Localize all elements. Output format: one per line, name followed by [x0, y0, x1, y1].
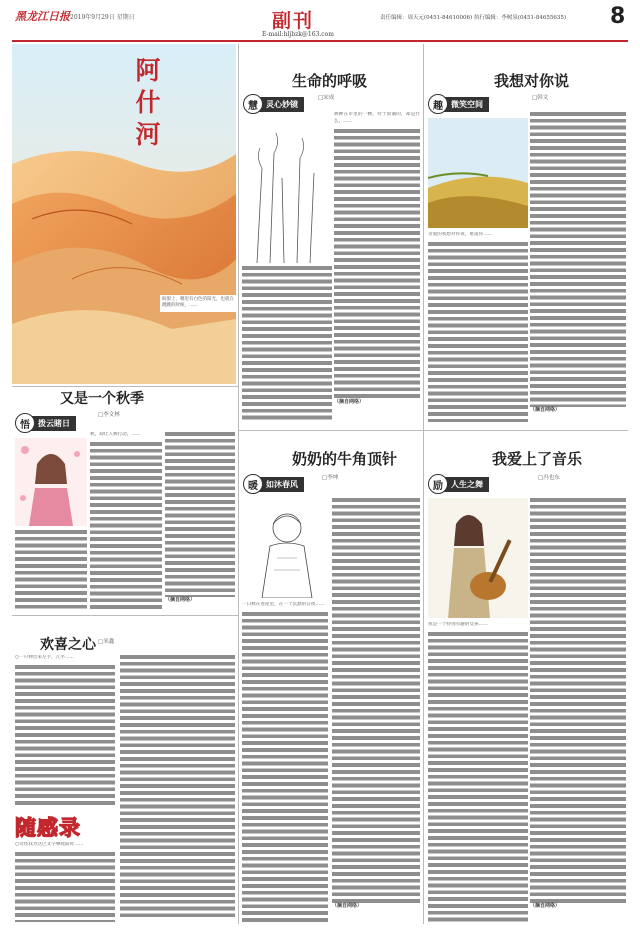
article-first-line: ○一只伸出来左手，几乎…… — [15, 655, 75, 660]
reed-drawing — [242, 118, 332, 263]
girl-drawing — [15, 438, 87, 526]
column-badge — [428, 474, 489, 494]
badge-label: 如沐春风 — [258, 477, 304, 492]
fields-drawing — [428, 118, 528, 228]
article-author: □冯也东 — [538, 475, 560, 481]
section-divider — [238, 430, 628, 431]
hero-caption — [160, 295, 238, 312]
article-body — [15, 530, 87, 610]
column-badge — [243, 474, 304, 494]
column-badge — [243, 94, 304, 114]
hero-title-char: 什 — [135, 88, 161, 117]
column-badge — [15, 413, 76, 433]
article-source: （摘自网络） — [530, 407, 561, 413]
desert-illustration — [12, 44, 236, 384]
article-body — [530, 498, 626, 922]
woman-drawing — [242, 498, 332, 598]
article-title: 我想对你说 — [494, 72, 570, 90]
badge-label: 灵心妙镜 — [258, 97, 304, 112]
text-lines — [15, 665, 115, 805]
girl-illustration — [15, 438, 87, 526]
fields-illustration — [428, 118, 528, 228]
woman-illustration — [242, 498, 332, 598]
editor-info: 责任编辑：周天元(0451-84610006) 执行编辑：李树泉(0451-84655635) — [380, 15, 567, 21]
hero-title-char: 河 — [135, 120, 161, 149]
article-title: 又是一个秋季 — [60, 391, 144, 407]
sidebar-title: 随感录 — [15, 816, 81, 840]
masthead: 黑龙江日报 — [15, 10, 70, 23]
guitar-drawing — [428, 498, 528, 618]
article-body — [334, 112, 420, 422]
article-author: □李坤 — [322, 475, 339, 481]
article-title: 我爱上了音乐 — [492, 450, 583, 468]
text-lines — [15, 852, 115, 922]
text-lines — [165, 432, 235, 597]
column-divider — [423, 44, 424, 924]
text-lines — [428, 632, 528, 922]
text-lines — [242, 266, 332, 421]
page-number: 8 — [610, 4, 626, 29]
article-author: □米鑫 — [98, 639, 115, 645]
badge-char: 励 — [428, 474, 448, 494]
hero-desert-photo — [12, 44, 236, 384]
article-source: （摘自网络） — [530, 903, 561, 909]
column-divider — [238, 44, 239, 924]
article-body — [428, 622, 528, 922]
article-body — [90, 432, 162, 610]
badge-char: 趣 — [428, 94, 448, 114]
article-first-line: 我是一个特别有趣的女孩…… — [428, 622, 488, 627]
article-body — [530, 112, 626, 422]
badge-char: 暖 — [243, 474, 263, 494]
text-lines — [242, 612, 328, 922]
hero-caption-text: 盼甜上，哪里有白色的阳光，也就在跳跳的时候，…… — [162, 297, 234, 309]
article-first-line: 一日秋在进屋里，在一个沉默的日夜…… — [242, 602, 325, 607]
badge-char: 悟 — [15, 413, 35, 433]
article-source: （摘自网络） — [332, 903, 363, 909]
header-rule — [12, 40, 628, 42]
article-title: 欢喜之心 — [40, 637, 96, 653]
article-author: □宋成 — [318, 95, 335, 101]
article-author: □韩文 — [532, 95, 549, 101]
article-first-line: 被种在市里的一颗，对于雨滴的，却是什么，…… — [334, 112, 420, 124]
column-badge — [428, 94, 489, 114]
article-title: 生命的呼吸 — [292, 72, 368, 90]
text-lines — [90, 442, 162, 610]
date-line: 2019年9月29日 星期日 — [70, 14, 135, 21]
section-email: E-mail:hljbzk@163.com — [262, 31, 334, 38]
section-title: 副刊 — [272, 10, 315, 32]
text-lines — [428, 242, 528, 422]
article-first-line: 亲爱的我想对你说，难道你…… — [428, 232, 493, 237]
text-lines — [530, 498, 626, 903]
article-first-line: 秋，却让人被打动，…… — [90, 432, 141, 437]
badge-label: 微笑空间 — [443, 97, 489, 112]
section-divider — [12, 386, 238, 387]
hero-title-char: 阿 — [135, 56, 161, 85]
article-body — [332, 498, 420, 922]
article-body — [242, 266, 332, 421]
badge-label: 人生之舞 — [443, 477, 489, 492]
article-body — [15, 655, 115, 805]
article-body — [165, 432, 235, 610]
hero-title — [134, 55, 162, 151]
text-lines — [120, 655, 235, 920]
article-source: （摘自网络） — [334, 398, 365, 405]
guitar-illustration — [428, 498, 528, 618]
article-body — [428, 232, 528, 422]
section-divider — [12, 615, 238, 616]
badge-char: 慧 — [243, 94, 263, 114]
text-lines — [15, 530, 87, 610]
text-lines — [530, 112, 626, 407]
article-body — [120, 655, 235, 920]
text-lines — [334, 129, 420, 399]
article-body — [242, 602, 328, 922]
sidebar-body — [15, 842, 115, 922]
sidebar-first-line: ○奇怪我为这巴文字攀爬前时…… — [15, 842, 84, 847]
badge-label: 拨云睹日 — [30, 416, 76, 431]
text-lines — [332, 498, 420, 903]
article-source: （摘自网络） — [165, 597, 196, 603]
article-author: □李文林 — [98, 412, 120, 418]
reed-illustration — [242, 118, 332, 263]
article-title: 奶奶的牛角顶针 — [292, 450, 398, 468]
